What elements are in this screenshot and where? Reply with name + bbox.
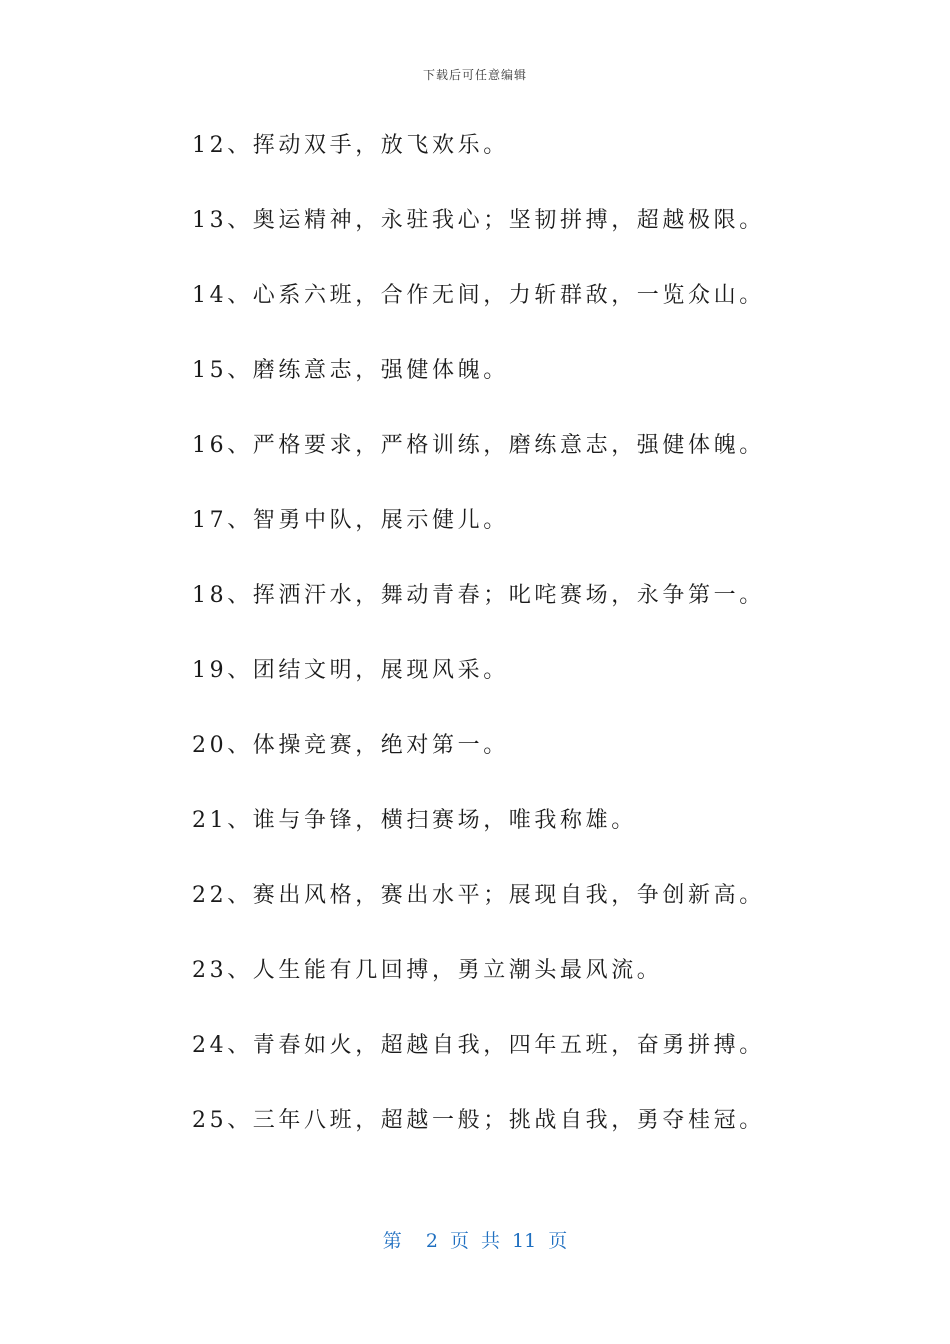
slogan-item: 19、团结文明，展现风采。 bbox=[192, 658, 509, 683]
slogan-item: 22、赛出风格，赛出水平；展现自我，争创新高。 bbox=[192, 883, 765, 908]
slogan-list bbox=[192, 128, 872, 1178]
slogan-item: 15、磨练意志，强健体魄。 bbox=[192, 358, 509, 383]
slogan-item: 12、挥动双手，放飞欢乐。 bbox=[192, 133, 509, 158]
page-header-note: 下载后可任意编辑 bbox=[422, 68, 527, 82]
page-number-footer: 第 2 页 共 11 页 bbox=[382, 1230, 568, 1252]
slogan-item: 23、人生能有几回搏，勇立潮头最风流。 bbox=[192, 958, 663, 983]
slogan-item: 21、谁与争锋，横扫赛场，唯我称雄。 bbox=[192, 808, 637, 833]
slogan-item: 13、奥运精神，永驻我心；坚韧拼搏，超越极限。 bbox=[192, 208, 765, 233]
slogan-item: 24、青春如火，超越自我，四年五班，奋勇拼搏。 bbox=[192, 1033, 765, 1058]
slogan-item: 20、体操竞赛，绝对第一。 bbox=[192, 733, 509, 758]
slogan-item: 16、严格要求，严格训练，磨练意志，强健体魄。 bbox=[192, 433, 765, 458]
slogan-item: 14、心系六班，合作无间，力斩群敌，一览众山。 bbox=[192, 283, 765, 308]
slogan-item: 18、挥洒汗水，舞动青春；叱咤赛场，永争第一。 bbox=[192, 583, 765, 608]
slogan-item: 25、三年八班，超越一般；挑战自我，勇夺桂冠。 bbox=[192, 1108, 765, 1133]
slogan-item: 17、智勇中队，展示健儿。 bbox=[192, 508, 509, 533]
